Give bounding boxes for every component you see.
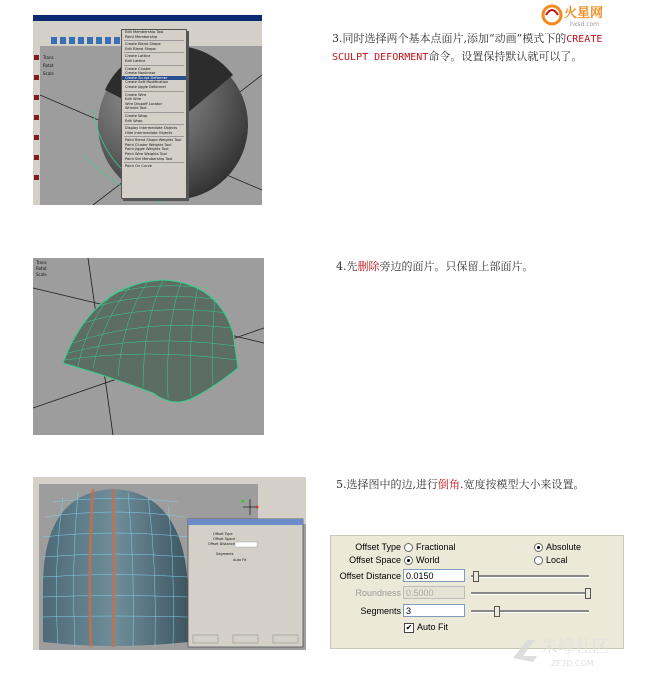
svg-text:Offset Space: Offset Space — [213, 537, 236, 541]
step-text: 选择图中的边,进行 — [346, 478, 438, 491]
watermark-bottom-text: 朱峰社区 — [541, 637, 609, 657]
menu-item[interactable]: Paint Blend Shape Weights Tool — [125, 138, 182, 143]
svg-text:Rotat: Rotat — [36, 266, 47, 271]
step-keyword: CREATE SCULPT DEFORMENT — [332, 34, 603, 63]
watermark-top-text: 火星网 — [564, 6, 604, 21]
menu-item[interactable]: Point On Curve — [125, 164, 152, 169]
screenshot-sculpt-menu — [33, 15, 262, 205]
offset-type-fractional-label: Fractional — [416, 542, 456, 552]
watermark-top-sub: hxsd.com — [570, 21, 600, 28]
step-text: 旁边的面片。只保留上部面片。 — [379, 260, 534, 273]
menu-item[interactable]: Create Nonlinear — [125, 71, 156, 76]
offset-distance-label: Offset Distance — [339, 571, 401, 581]
screenshot-upper-patch — [33, 258, 264, 435]
menu-item[interactable]: Wire Dropoff Locator — [125, 101, 163, 106]
menu-item[interactable]: Paint Cluster Weights Tool — [125, 142, 172, 147]
step-number: 5. — [336, 478, 347, 491]
offset-type-absolute-radio[interactable] — [534, 543, 543, 552]
menu-item[interactable]: Create Soft Modification — [125, 80, 169, 85]
deform-menu — [121, 29, 187, 199]
menu-separator — [124, 136, 184, 137]
menu-item[interactable]: Create Lattice — [125, 54, 151, 59]
menu-separator — [124, 40, 184, 41]
segments-field[interactable]: 3 — [403, 604, 465, 617]
svg-text:Trans: Trans — [43, 55, 54, 60]
offset-space-local-radio[interactable] — [534, 556, 543, 565]
offset-type-label: Offset Type — [355, 542, 401, 552]
svg-text:Trans: Trans — [36, 260, 47, 265]
step-text: 命令。设置保持默认就可以了。 — [428, 50, 583, 63]
menu-item[interactable]: Create Wrap — [125, 113, 148, 118]
offset-type-fractional-radio[interactable] — [404, 543, 413, 552]
segments-slider-thumb[interactable] — [494, 606, 500, 617]
menu-item[interactable]: Create Jiggle Deformer — [125, 84, 167, 89]
menu-item[interactable]: Paint Jiggle Weights Tool — [125, 147, 169, 152]
offset-distance-slider-track[interactable] — [471, 575, 589, 578]
menu-item[interactable]: Edit Wire — [125, 97, 142, 102]
menu-item[interactable]: Create Blend Shape — [125, 42, 161, 47]
step-keyword: 删除 — [357, 260, 380, 273]
offset-space-world-label: World — [416, 555, 440, 565]
menu-separator — [124, 124, 184, 125]
offset-type-absolute-label: Absolute — [546, 542, 582, 552]
menu-item[interactable]: Paint Set Membership Tool — [125, 156, 173, 161]
watermark-logo-bottom — [505, 628, 645, 674]
menu-item[interactable]: Wrinkle Tool — [125, 106, 147, 111]
auto-fit-checkbox[interactable] — [404, 623, 414, 633]
roundness-slider-track — [471, 592, 589, 595]
segments-slider-track[interactable] — [471, 610, 589, 613]
watermark-logo-top — [540, 2, 640, 28]
menu-separator — [124, 65, 184, 66]
step-number: 3. — [332, 32, 343, 45]
menu-item[interactable]: Edit Blend Shape — [125, 46, 156, 51]
step-3-text — [332, 30, 632, 66]
menu-separator — [124, 162, 184, 163]
svg-text:Offset Distance: Offset Distance — [208, 542, 235, 546]
svg-text:Offset Type: Offset Type — [213, 532, 233, 536]
menu-item[interactable]: Create Cluster — [125, 66, 151, 71]
auto-fit-label: Auto Fit — [417, 622, 449, 632]
svg-text:Scale: Scale — [43, 71, 54, 76]
offset-space-local-label: Local — [546, 555, 568, 565]
watermark-bottom-sub: ZF3D.COM — [551, 659, 594, 668]
svg-text:Auto Fit: Auto Fit — [233, 558, 247, 562]
menu-item[interactable]: Display Intermediate Objects — [125, 126, 178, 131]
checkmark-icon: ✔ — [405, 623, 413, 632]
roundness-slider-thumb — [585, 588, 591, 599]
menu-item[interactable]: Paint Membership — [125, 34, 158, 39]
menu-separator — [124, 91, 184, 92]
menu-item[interactable]: Paint Wire Weights Tool — [125, 152, 167, 157]
offset-distance-slider-thumb[interactable] — [473, 571, 479, 582]
svg-text:Rotat: Rotat — [43, 63, 54, 68]
step-keyword: 倒角 — [438, 478, 460, 491]
svg-text:Scale: Scale — [36, 272, 47, 277]
menu-item[interactable]: Edit Membership Tool — [125, 30, 164, 34]
menu-separator — [124, 52, 184, 53]
step-5-text — [336, 476, 636, 493]
step-text: 同时选择两个基本点面片,添加“动画”模式下的 — [342, 32, 567, 45]
step-text: 先 — [346, 260, 358, 273]
roundness-field: 0.5000 — [403, 586, 465, 599]
menu-item[interactable]: Hide Intermediate Objects — [125, 130, 173, 135]
roundness-label: Roundness — [355, 588, 401, 598]
menu-item-create-sculpt-deformer[interactable]: Create Sculpt Deformer — [122, 76, 186, 81]
menu-item[interactable]: Create Wire — [125, 92, 147, 97]
offset-space-world-radio[interactable] — [404, 556, 413, 565]
menu-separator — [124, 112, 184, 113]
menu-item[interactable]: Edit Wrap — [125, 118, 143, 123]
step-4-text — [336, 258, 636, 275]
svg-text:Segments: Segments — [216, 552, 234, 556]
offset-distance-field[interactable]: 0.0150 — [403, 569, 465, 582]
screenshot-bevel — [33, 477, 306, 650]
segments-label: Segments — [360, 606, 401, 616]
step-number: 4. — [336, 260, 347, 273]
step-text: .宽度按模型大小来设置。 — [460, 478, 585, 491]
offset-space-label: Offset Space — [349, 555, 401, 565]
menu-item[interactable]: Edit Lattice — [125, 58, 146, 63]
